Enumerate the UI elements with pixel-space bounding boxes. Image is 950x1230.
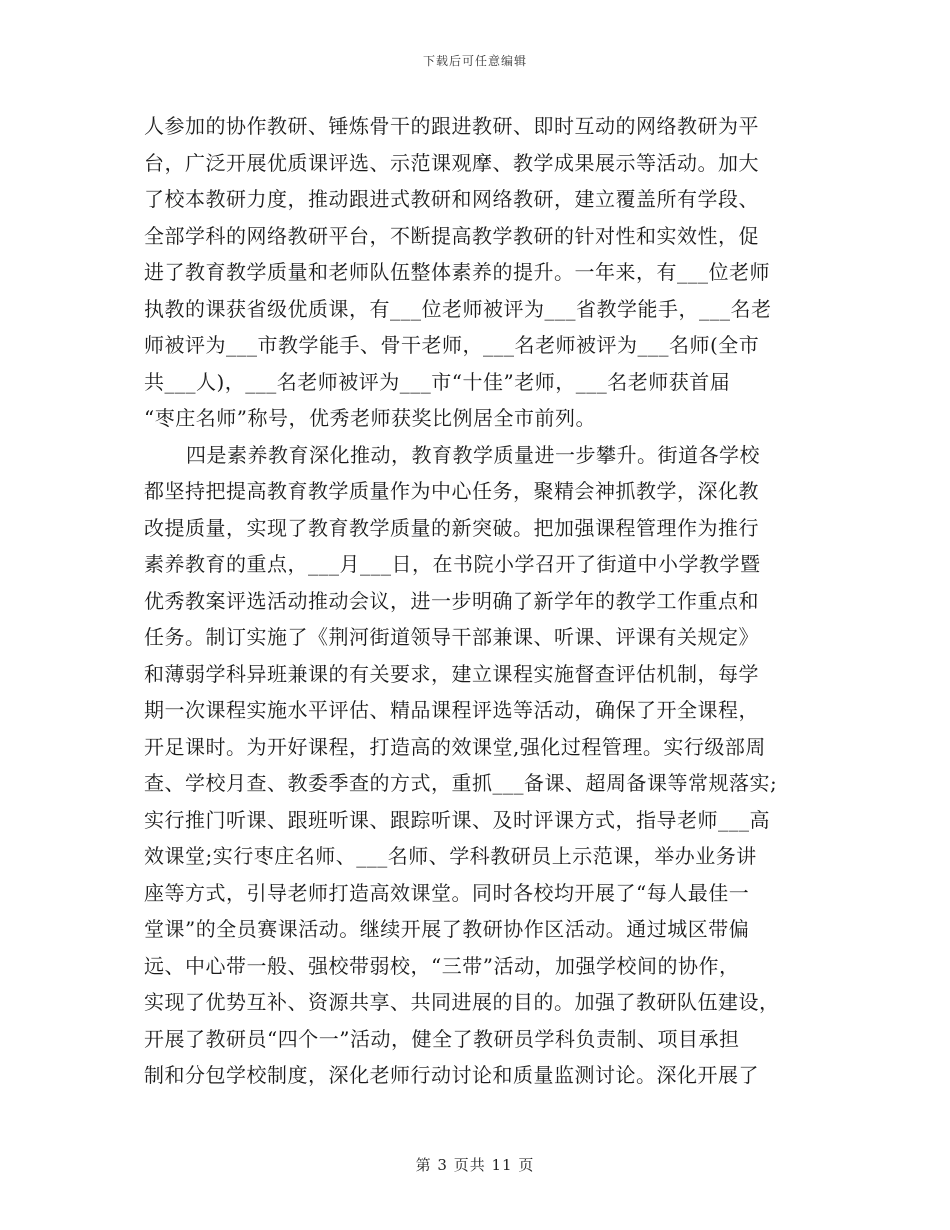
text-line: 改提质量，实现了教育教学质量的新突破。把加强课程管理作为推行 <box>144 515 759 540</box>
paragraph-first-line: 四是素养教育深化推动，教育教学质量进一步攀升。街道各学校 <box>186 442 760 467</box>
text-line: 期一次课程实施水平评估、精品课程评选等活动，确保了开全课程， <box>144 698 759 722</box>
text-line: 实现了优势互补、资源共享、共同进展的目的。加强了教研队伍建设， <box>144 990 780 1014</box>
page-header: 下载后可任意编辑 <box>422 54 527 68</box>
text-line: 座等方式，引导老师打造高效课堂。同时各校均开展了“每人最佳一 <box>144 880 750 905</box>
text-line: 都坚持把提高教育教学质量作为中心任务，聚精会神抓教学，深化教 <box>144 479 759 503</box>
text-line: 素养教育的重点，___月___日，在书院小学召开了街道中小学教学暨 <box>144 552 761 576</box>
page-footer: 第 3 页共 11 页 <box>415 1156 535 1174</box>
text-line: 台，广泛开展优质课评选、示范课观摩、教学成果展示等活动。加大 <box>144 150 759 175</box>
text-line: 开展了教研员“四个一”活动，健全了教研员学科负责制、项目承担 <box>144 1026 740 1051</box>
text-line: 了校本教研力度，推动跟进式教研和网络教研，建立覆盖所有学段、 <box>144 187 759 211</box>
text-line: 进了教育教学质量和老师队伍整体素养的提升。一年来，有___位老师 <box>144 260 770 284</box>
text-line: 实行推门听课、跟班听课、跟踪听课、及时评课方式，指导老师___高 <box>144 807 770 832</box>
text-line: 和薄弱学科异班兼课的有关要求，建立课程实施督查评估机制，每学 <box>144 661 759 686</box>
text-line: 堂课”的全员赛课活动。继续开展了教研协作区活动。通过城区带偏 <box>144 917 750 941</box>
text-line: 全部学科的网络教研平台，不断提高教学教研的针对性和实效性，促 <box>144 223 759 248</box>
text-line: 查、学校月查、教委季查的方式，重抓___备课、超周备课等常规落实; <box>144 771 778 795</box>
text-line: 效课堂;实行枣庄名师、___名师、学科教研员上示范课，举办业务讲 <box>144 844 757 868</box>
text-line: 优秀教案评选活动推动会议，进一步明确了新学年的教学工作重点和 <box>144 588 759 613</box>
text-line: 制和分包学校制度，深化老师行动讨论和质量监测讨论。深化开展了 <box>144 1063 759 1087</box>
text-line: 人参加的协作教研、锤炼骨干的跟进教研、即时互动的网络教研为平 <box>144 114 759 138</box>
text-line: “枣庄名师”称号，优秀老师获奖比例居全市前列。 <box>144 406 596 430</box>
text-line: 开足课时。为开好课程，打造高的效课堂,强化过程管理。实行级部周 <box>144 734 766 759</box>
text-line: 共___人)，___名老师被评为___市“十佳”老师，___名老师获首届 <box>144 369 731 394</box>
text-line: 远、中心带一般、强校带弱校，“三带”活动，加强学校间的协作， <box>144 953 740 978</box>
document-body <box>144 108 804 1094</box>
text-line: 师被评为___市教学能手、骨干老师，___名老师被评为___名师(全市 <box>144 333 760 357</box>
text-line: 执教的课获省级优质课，有___位老师被评为___省教学能手，___名老 <box>144 296 772 321</box>
text-line: 任务。制订实施了《荆河街道领导干部兼课、听课、评课有关规定》 <box>144 625 759 649</box>
